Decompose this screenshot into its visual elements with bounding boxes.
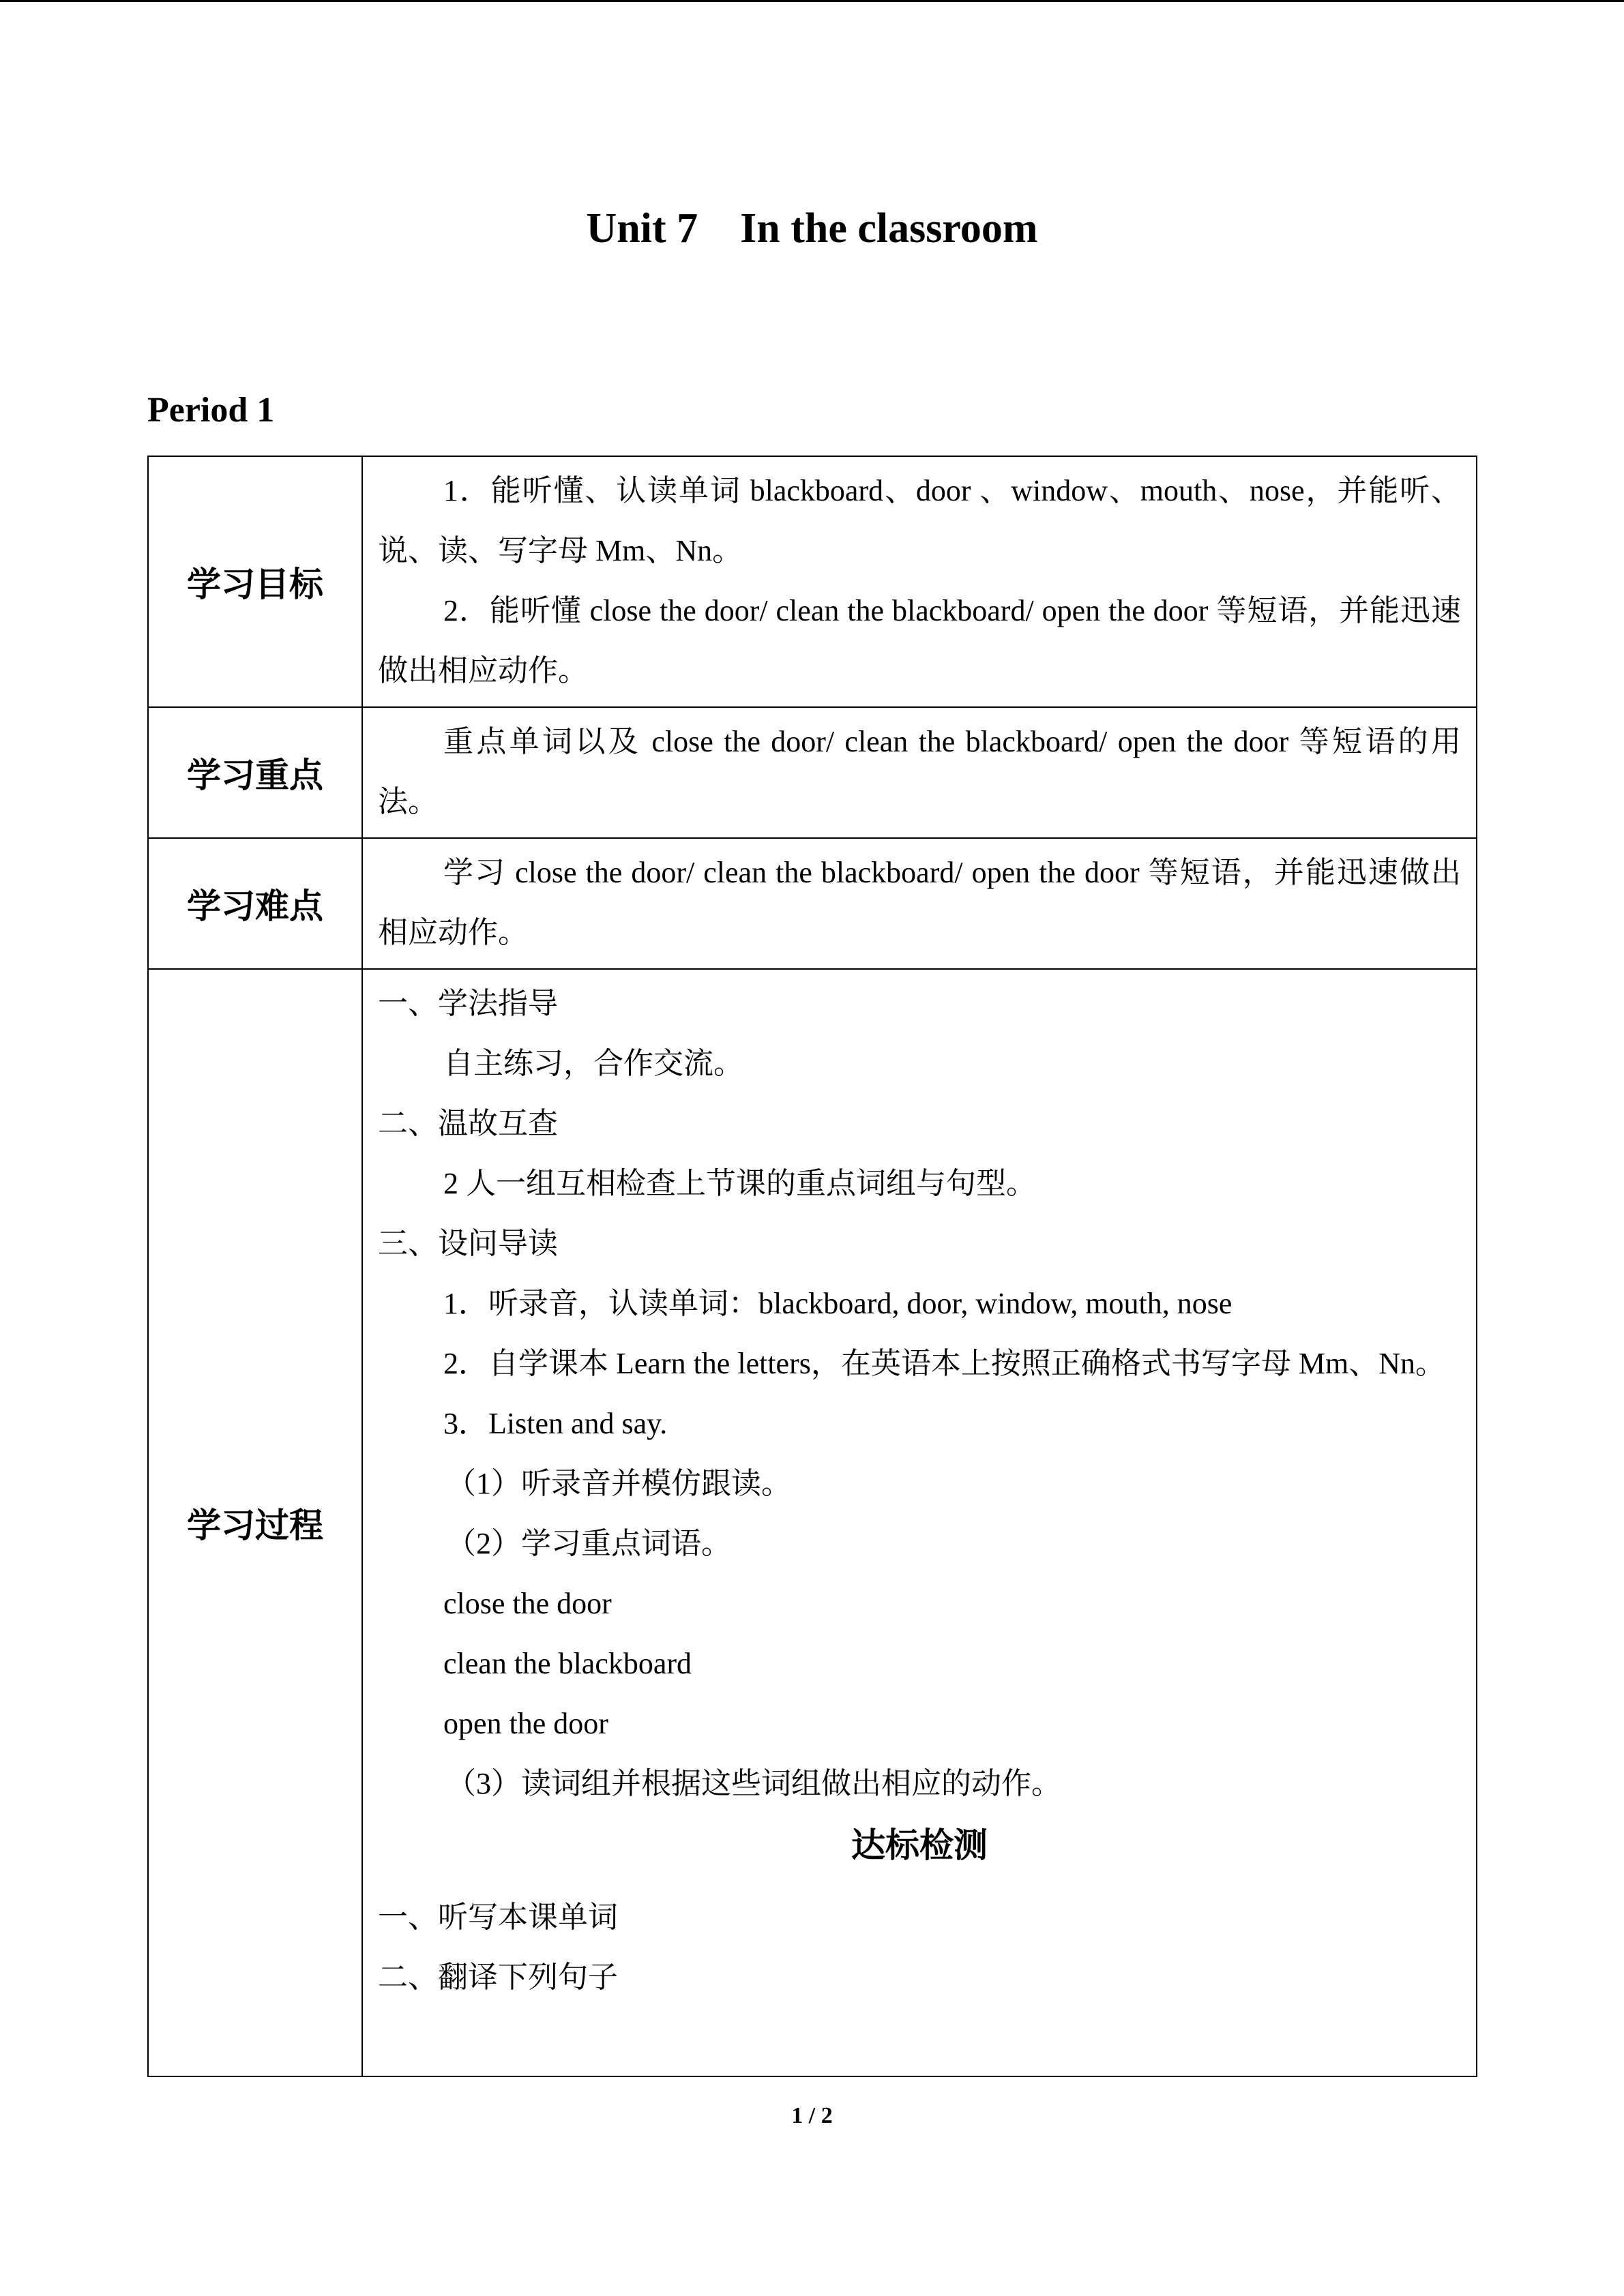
- document-title: Unit 7 In the classroom: [586, 205, 1038, 252]
- process-line: 2 人一组互相检查上节课的重点词组与句型。: [443, 1167, 1036, 1200]
- row-label-key-points: 学习重点: [148, 707, 362, 838]
- process-line: 3．Listen and say.: [443, 1407, 668, 1440]
- row-label-difficulties: 学习难点: [148, 838, 362, 969]
- process-heading-3: 三、设问导读: [378, 1227, 558, 1260]
- row-content-process: [362, 969, 1477, 2076]
- table-row-difficulties: [148, 838, 1477, 969]
- check-line-2: 二、翻译下列句子: [378, 1960, 618, 1994]
- process-subitem: （1）听录音并模仿跟读。: [446, 1467, 791, 1500]
- lesson-plan-table: [147, 456, 1477, 2077]
- table-row-goals: [148, 456, 1477, 707]
- period-heading: Period 1: [147, 391, 275, 430]
- page-number: 1 / 2: [791, 2103, 833, 2128]
- check-heading: 达标检测: [851, 1825, 988, 1865]
- table-row-process: [148, 969, 1477, 2076]
- row-content-goals: [362, 456, 1477, 707]
- phrase-item: open the door: [443, 1707, 608, 1740]
- process-line: 2．自学课本 Learn the letters，在英语本上按照正确格式书写字母 Mm、Nn。: [443, 1347, 1445, 1380]
- key-points-text: 重点单词以及 close the door/ clean the blackboard/ open the door 等短语的用法。: [378, 725, 1461, 818]
- goal-line-2: 2．能听懂 close the door/ clean the blackboard/ open the door 等短语，并能迅速做出相应动作。: [378, 594, 1461, 687]
- top-border-line: [0, 0, 1624, 2]
- row-label-process: 学习过程: [148, 969, 362, 2076]
- row-content-key-points: [362, 707, 1477, 838]
- phrase-item: clean the blackboard: [443, 1647, 692, 1680]
- row-content-difficulties: [362, 838, 1477, 969]
- table-row-key-points: [148, 707, 1477, 838]
- check-line-1: 一、听写本课单词: [378, 1900, 618, 1934]
- process-subitem: （3）读词组并根据这些词组做出相应的动作。: [446, 1767, 1061, 1800]
- goal-line-1: 1．能听懂、认读单词 blackboard、door 、window、mouth、nose，并能听、说、读、写字母 Mm、Nn。: [378, 474, 1461, 567]
- phrase-item: close the door: [443, 1587, 612, 1620]
- process-line: 自主练习，合作交流。: [443, 1047, 743, 1080]
- row-label-goals: 学习目标: [148, 456, 362, 707]
- process-heading-2: 二、温故互查: [378, 1107, 558, 1140]
- difficulties-text: 学习 close the door/ clean the blackboard/ open the door 等短语，并能迅速做出相应动作。: [378, 856, 1461, 949]
- process-heading-1: 一、学法指导: [378, 987, 558, 1020]
- process-subitem: （2）学习重点词语。: [446, 1527, 731, 1560]
- process-line: 1．听录音，认读单词：blackboard, door, window, mouth, nose: [443, 1287, 1232, 1320]
